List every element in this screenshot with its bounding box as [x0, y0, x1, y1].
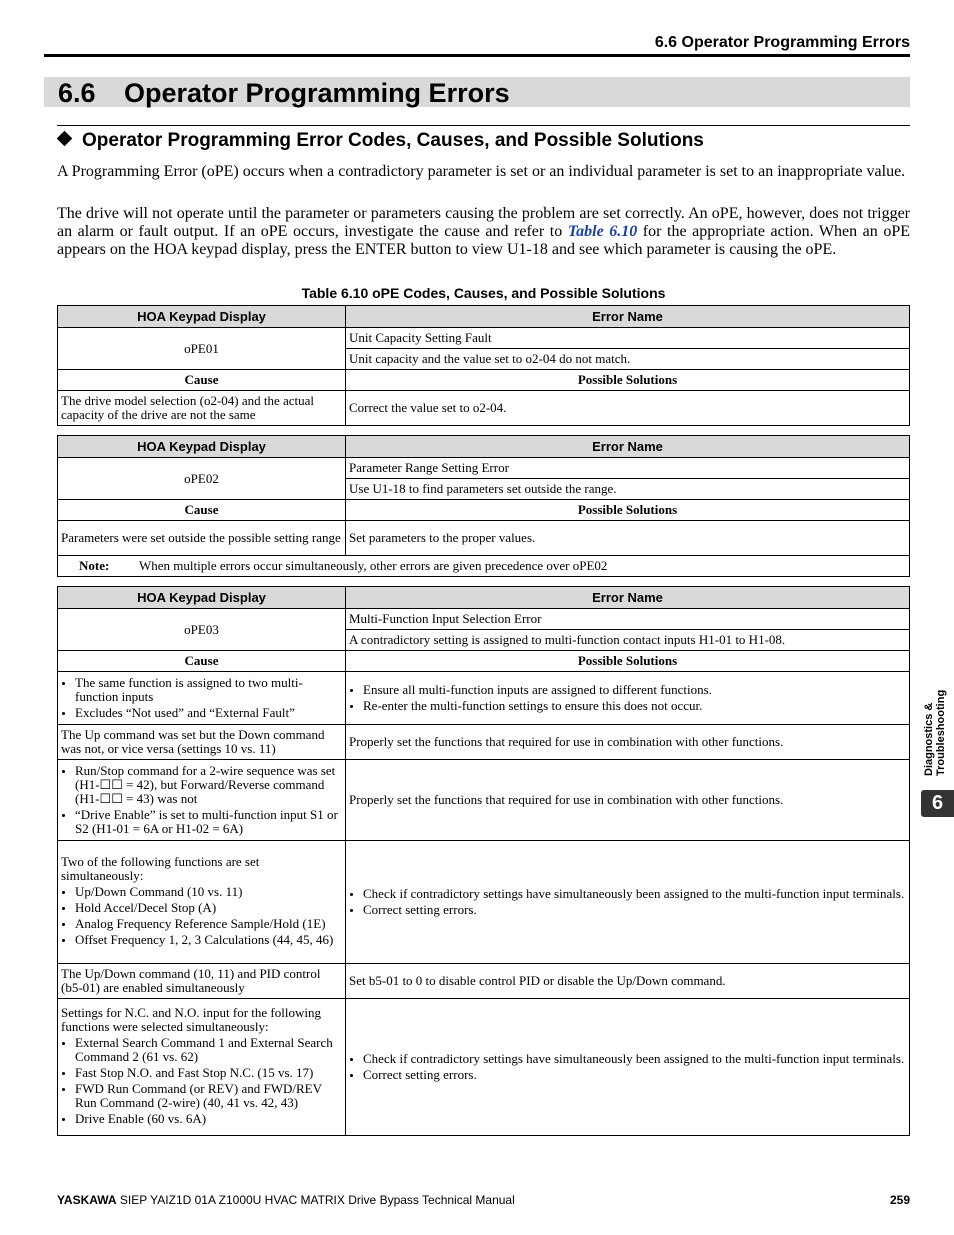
solution-cell — [346, 999, 910, 1136]
error-description: Use U1-18 to find parameters set outside the range. — [346, 479, 910, 500]
error-description: A contradictory setting is assigned to multi-function contact inputs H1-01 to H1-08. — [346, 630, 910, 651]
footer-brand: YASKAWA — [57, 1193, 117, 1207]
cause-header: Cause — [58, 500, 346, 521]
ope02-table — [57, 435, 910, 577]
solution-item: • Check if contradictory settings have simultaneously been assigned to the multi-function input terminals. — [363, 887, 906, 901]
intro-paragraph: A Programming Error (oPE) occurs when a contradictory parameter is set or an individual parameter is set to an inappropriate value. — [57, 163, 906, 180]
solution-item: • Re-enter the multi-function settings to ensure this does not occur. — [363, 699, 906, 713]
cause-item: • “Drive Enable” is set to multi-function input S1 or S2 (H1-01 = 6A or H1-02 = 6A) — [75, 808, 342, 836]
cause-cell — [58, 760, 346, 841]
detail-paragraph-end: for the appropriate action. When an oPE appears on the HOA keypad display, press the ENTER button to view U1-18 and see which parameter is causing the oPE. — [57, 223, 911, 258]
cause-intro: Settings for N.C. and N.O. input for the following functions were selected simultaneously: — [61, 1005, 321, 1034]
error-description: Unit capacity and the value set to o2-04 do not match. — [346, 349, 910, 370]
error-name-header: Error Name — [346, 306, 910, 328]
solution-cell — [346, 841, 910, 964]
chapter-number: 6.6 — [58, 78, 96, 108]
footer-manual: SIEP YAIZ1D 01A Z1000U HVAC MATRIX Drive Bypass Technical Manual — [119, 1193, 515, 1207]
cause-item: • FWD Run Command (or REV) and FWD/REV Run Command (2-wire) (40, 41 vs. 42, 43) — [75, 1082, 342, 1110]
solutions-header: Possible Solutions — [346, 651, 910, 672]
error-code: oPE03 — [58, 609, 346, 651]
hoa-header: HOA Keypad Display — [58, 436, 346, 458]
error-name: Parameter Range Setting Error — [346, 458, 910, 479]
cause-cell — [58, 841, 346, 964]
cause-item: • Up/Down Command (10 vs. 11) — [75, 885, 342, 899]
note-text: When multiple errors occur simultaneously, other errors are given precedence over oPE02 — [139, 558, 608, 573]
cause-header: Cause — [58, 651, 346, 672]
cause-cell — [58, 999, 346, 1136]
section-title — [57, 130, 704, 152]
solution-item: • Correct setting errors. — [363, 903, 906, 917]
error-name: Multi-Function Input Selection Error — [346, 609, 910, 630]
ope03-table — [57, 586, 910, 1136]
error-code: oPE02 — [58, 458, 346, 500]
cause-item: • Hold Accel/Decel Stop (A) — [75, 901, 342, 915]
solution-cell — [346, 672, 910, 725]
side-tab-line1: Diagnostics & — [923, 702, 935, 776]
header-rule — [44, 54, 910, 57]
error-name: Unit Capacity Setting Fault — [346, 328, 910, 349]
side-tab-label — [923, 690, 947, 776]
note-row — [58, 556, 910, 577]
cause-item: • Analog Frequency Reference Sample/Hold (1E) — [75, 917, 342, 931]
solution-cell: Properly set the functions that required for use in combination with other functions. — [346, 760, 910, 841]
page-number: 259 — [889, 1193, 910, 1207]
cause-item: • The same function is assigned to two multi-function inputs — [75, 676, 342, 704]
hoa-header: HOA Keypad Display — [58, 587, 346, 609]
chapter-tab[interactable]: 6 — [921, 790, 954, 817]
note-label: Note: — [79, 558, 110, 573]
cause-header: Cause — [58, 370, 346, 391]
running-header: 6.6 Operator Programming Errors — [654, 34, 910, 51]
hoa-header: HOA Keypad Display — [58, 306, 346, 328]
solution-item: • Ensure all multi-function inputs are assigned to different functions. — [363, 683, 906, 697]
side-tab-line2: Troubleshooting — [935, 689, 947, 776]
solution-item: • Correct setting errors. — [363, 1068, 906, 1082]
cause-item: • Offset Frequency 1, 2, 3 Calculations (44, 45, 46) — [75, 933, 342, 947]
error-code: oPE01 — [58, 328, 346, 370]
cause-cell: The Up command was set but the Down command was not, or vice versa (settings 10 vs. 11) — [58, 725, 346, 760]
table-caption: Table 6.10 oPE Codes, Causes, and Possible Solutions — [301, 285, 666, 301]
detail-paragraph — [57, 205, 910, 259]
chapter-title-text: Operator Programming Errors — [124, 78, 510, 108]
chapter-title — [58, 77, 510, 109]
cause-item: • Run/Stop command for a 2-wire sequence was set (H1-☐☐ = 42), but Forward/Reverse command (H1-☐☐ = 43) was not — [75, 764, 342, 806]
cause-item: • Drive Enable (60 vs. 6A) — [75, 1112, 342, 1126]
diamond-bullet-icon — [57, 131, 73, 147]
cause-cell: The drive model selection (o2-04) and the actual capacity of the drive are not the same — [58, 391, 346, 426]
solution-item: • Check if contradictory settings have simultaneously been assigned to the multi-function input terminals. — [363, 1052, 906, 1066]
table-link[interactable]: Table 6.10 — [567, 223, 638, 240]
cause-item: • Fast Stop N.O. and Fast Stop N.C. (15 vs. 17) — [75, 1066, 342, 1080]
solution-cell: Set b5-01 to 0 to disable control PID or disable the Up/Down command. — [346, 964, 910, 999]
error-name-header: Error Name — [346, 587, 910, 609]
cause-item: • Excludes “Not used” and “External Fault” — [75, 706, 342, 720]
cause-intro: Two of the following functions are set simultaneously: — [61, 854, 260, 883]
cause-cell: The Up/Down command (10, 11) and PID control (b5-01) are enabled simultaneously — [58, 964, 346, 999]
cause-cell — [58, 672, 346, 725]
ope01-table — [57, 305, 910, 426]
solution-cell: Properly set the functions that required for use in combination with other functions. — [346, 725, 910, 760]
solution-cell: Set parameters to the proper values. — [346, 521, 910, 556]
cause-item: • External Search Command 1 and External Search Command 2 (61 vs. 62) — [75, 1036, 342, 1064]
cause-cell: Parameters were set outside the possible setting range — [58, 521, 346, 556]
detail-paragraph-start: The drive will not operate until the parameter or parameters causing the problem are set correctly. An oPE, however, does not trigger an alarm or fault output. If an oPE occurs, investigate the cause and refer to — [57, 205, 910, 240]
solutions-header: Possible Solutions — [346, 500, 910, 521]
solutions-header: Possible Solutions — [346, 370, 910, 391]
section-rule — [57, 125, 910, 126]
error-name-header: Error Name — [346, 436, 910, 458]
section-title-text: Operator Programming Error Codes, Causes, and Possible Solutions — [82, 130, 704, 151]
solution-cell: Correct the value set to o2-04. — [346, 391, 910, 426]
footer — [57, 1193, 515, 1207]
